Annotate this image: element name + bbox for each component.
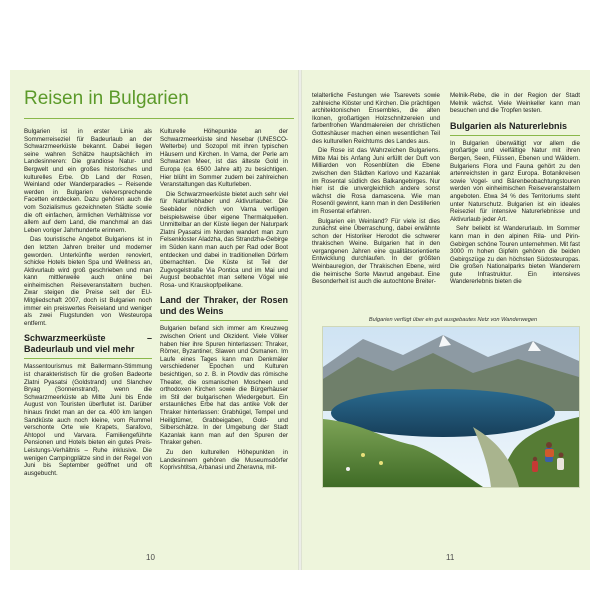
right-column-2 — [450, 92, 580, 288]
heading-rule — [160, 320, 288, 321]
left-page — [10, 70, 298, 570]
landscape-photo — [322, 326, 580, 488]
section-heading: Land der Thraker, der Rosen und des Weins — [160, 295, 288, 317]
paragraph: Das touristische Angebot Bulgariens ist in den letzten Jahren breiter und moderner geworden. Unterkünfte werden renoviert, schicke Hotels bieten Spa und Wellness an, Aktivurlaub wird groß geschrieben und man kann mittlerweile auch online bei einheimischen Reiseveranstaltern buchen. Zwar steigen die Preise seit der EU-Mitgliedschaft 2007, doch ist Bulgarien noch immer ein preiswertes Reiseland und weniger als zwei Flugstunden von Westeuropa entfernt. — [24, 236, 152, 327]
paragraph: Sehr beliebt ist Wanderurlaub. Im Sommer kann man in den alpinen Rila- und Pirin-Gebirgen schöne Touren unternehmen. Mit fast 3000 m hohen Gipfeln gehören die beiden Gebirgszüge zu den höchsten Südosteuropas. Die großen Nationalparks bieten Wanderern gute Infrastruktur. Ein intensives Wandererlebnis bieten die — [450, 225, 580, 286]
right-column-1 — [312, 92, 440, 288]
section-heading: Bulgarien als Naturerlebnis — [450, 120, 568, 131]
paragraph: Zu den kulturellen Höhepunkten in Landesinnern gehören die Museumsdörfer Koprivshtitsa, Arbanasi und Zheravna, mit- — [160, 448, 288, 472]
chapter-title: Reisen in Bulgarien — [24, 88, 189, 109]
heading-rule — [24, 358, 152, 359]
left-column-1 — [24, 128, 152, 479]
section-heading: Schwarzmeerküste – Badeurlaub und viel mehr — [24, 333, 152, 355]
paragraph: Die Schwarzmeerküste bietet auch sehr viel für Naturliebhaber und Aktivurlauber. Die Seebäder nördlich von Varna verfügen beispielsweise über eigene Thermalquellen. Unmittelbar an der Küste liegen der Naturpark Zlatni Pyasatsi im Norden wandert man zum Felsenkloster Aladzha, das Strandzha-Gebirge im Süden kann man auch per Rad oder Boot entdecken und dabei in traditionellen Dörfern übernachten. Die Küste ist Teil der Zugvogelstraße Via Pontica und im Mai und August beobachtet man seltene Vögel wie Rosa- und Krauskopfpelikane. — [160, 190, 288, 289]
page-number: 11 — [446, 553, 455, 562]
paragraph: Bulgarien ein Weinland? Für viele ist dies zunächst eine Überraschung, dabei erwähnte schon der Historiker Herodot die schwerer thrakischen Weine. Bulgarien hat in den vergangenen Jahren eine qualitätsorientierte Entwicklung durchlaufen. In der größten Weinbauregion, der Thrakischen Ebene, wird die heimische Sorte Mavrud angebaut. Eine Besonderheit ist auch die autochtone Breiter- — [312, 217, 440, 286]
right-page — [302, 70, 590, 570]
paragraph: Massentourismus mit Ballermann-Stimmung ist charakteristisch für die großen Badeorte Zlatni Pyasatsi (Goldstrand) und Slanchev Bryag (Sonnenstrand), wenn die Schwarzmeerküste ab Mitte Juni bis Ende August von Touristen überflutet ist. Darüber hinaus findet man an der ca. 400 km langen Sandküste auch noch kleine, vom Rummel verschonte Orte wie Krapets, Sarafovo, Ahtopol und Varvara. Familiengeführte Pensionen und Hotels bieten ein gutes Preis-Leistungs-Verhältnis – Ruhe inklusive. Die wenigen Campingplätze sind in der Regel von Juni bis September geöffnet und oft ausgebucht. — [24, 363, 152, 477]
paragraph: Die Rose ist das Wahrzeichen Bulgariens. Mitte Mai bis Anfang Juni erfüllt der Duft von Milliarden von Rosenblüten die Ebene zwischen den Städten Karlovo und Kazanlak im Rosental südlich des Balkangebirges. Nur hier ist die unvergleichlich andere sonst wächst die Rosa damascena. Wie man Rosenöl gewinnt, kann man in den Destillerien im Rosental erfahren. — [312, 147, 440, 215]
paragraph: Bulgarien befand sich immer am Kreuzweg zwischen Orient und Okzident. Viele Völker haben hier ihre Spuren hinterlassen: Thraker, Römer, Byzantiner, Slawen und Osmanen. Im Laufe eines Tages kann man Denkmäler verschiedener Epochen und Kulturen besichtigen, so z. B. in Plovdiv das römische Theater, die osmanischen Moscheen und orthodoxen Kirchen sowie die Bürgerhäuser im Stil der bulgarischen Wiedergeburt. Ein erstaunliches Erbe hat das antike Volk der Thraker hinterlassen: Grabhügel, Tempel und Heiligtümer, Grabbeigaben, Gold- und Silberschätze. In der Umgebung der Stadt Kazanlak kann man auf den Spuren der Thraker gehen. — [160, 325, 288, 447]
photo-caption: Bulgarien verfügt über ein gut ausgebautes Netz von Wanderwegen — [368, 317, 538, 323]
paragraph: In Bulgarien überwältigt vor allem die großartige und vielfältige Natur mit ihren Bergen, Seen, Flüssen, Ebenen und Wäldern. Bulgariens Flora und Fauna gehört zu den artenreichsten in ganz Europa. Botanikreisen sowie Vogel- und Bärenbeobachtungstouren werden von einheimischen Reiseveranstaltern angeboten. Etwa 34 % des Territoriums steht unter Naturschutz. Bulgarien ist ein ideales Reiseziel für intensive Naturerlebnisse und Aktivurlaub jeder Art. — [450, 139, 580, 223]
title-rule — [24, 118, 294, 119]
paragraph: Bulgarien ist in erster Linie als Sommerreiseziel für Badeurlaub an der Schwarzmeerküste bekannt. Dabei liegen seine wahren Schätze hauptsächlich im Landesinneren: Die grandiose Natur- und Bergwelt und ein großes historisches und kulturelles Erbe. Ob Land der Rosen, Weinland oder Wanderparadies – Reisende werden in Bulgarien vielversprechende Facetten entdecken. Dazu gehören auch die vom Sozialismus gezeichneten Städte sowie die oft einfachen, ärmlichen Verhältnisse vor allem auf dem Land, die manchmal an das Leben voriger Jahrhunderte erinnern. — [24, 128, 152, 234]
heading-rule — [450, 135, 580, 136]
left-column-2 — [160, 128, 288, 474]
mountain-lake-image — [323, 327, 579, 487]
page-number: 10 — [146, 553, 155, 562]
paragraph: telalterliche Festungen wie Tsarevets sowie zahlreiche Klöster und Kirchen. Die prächtigen architektonischen Ensembles, die alten Ikonen, großartigen Holzschnitzereien und farbenfrohen Wandmalereien der christlichen Gotteshäuser machen einen wesentlichen Teil des kulturellen Reichtums des Landes aus. — [312, 92, 440, 145]
paragraph: Kulturelle Höhepunkte an der Schwarzmeerküste sind Nesebar (UNESCO-Welterbe) und Sozopol mit ihren typischen Häusern und Kirchen. In Varna, der Perle am Schwarzen Meer, ist das älteste Gold in Europa (ca. 6500 Jahre alt) zu besichtigen. Hier blüht im Sommer zudem bei zahlreichen Veranstaltungen das Kulturleben. — [160, 128, 288, 189]
paragraph: Melnik-Rebe, die in der Region der Stadt Melnik wächst. Viele Weinkeller kann man besuchen und die Tropfen testen. — [450, 92, 580, 115]
